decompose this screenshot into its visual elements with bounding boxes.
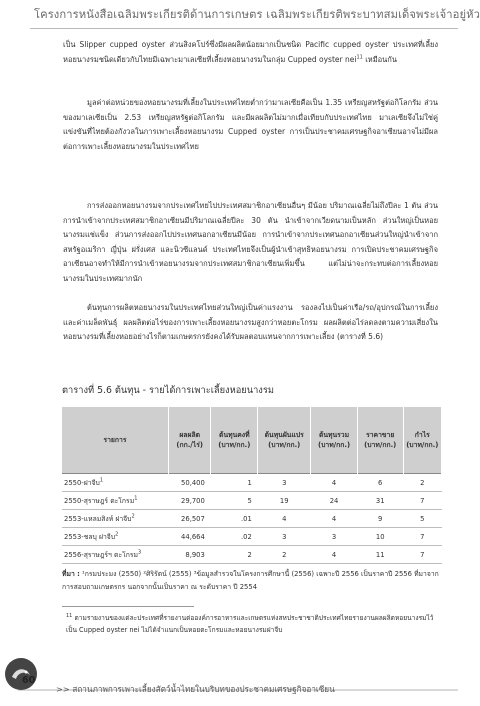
header-variable-cost: ต้นทุนผันแปร (บาท/กก.)	[258, 407, 311, 474]
cell-price: 31	[357, 492, 403, 510]
header-divider	[30, 28, 458, 29]
cell-fixed-cost: .01	[211, 510, 258, 528]
row-label: 2550-ฝาจีบ$^1$	[62, 474, 169, 492]
cell-yield: 50,400	[169, 474, 211, 492]
cell-fixed-cost: .02	[211, 528, 258, 546]
header-yield: ผลผลิต (กก./ไร่)	[169, 407, 211, 474]
cell-fixed-cost: 1	[211, 474, 258, 492]
row-label: 2553-แหลมสิงห์ ฝาจีบ$^2$	[62, 510, 169, 528]
row-label: 2553-ชลบุ ฝาจีบ$^2$	[62, 528, 169, 546]
footnote	[66, 613, 438, 636]
footnote-divider	[62, 606, 194, 607]
cell-price: 6	[357, 474, 403, 492]
page-header	[0, 0, 480, 34]
paragraph-4: ต้นทุนการผลิตหอยนางรมในประเทศไทยส่วนใหญ่เป็นค่าแรงงาน รองลงไปเป็นค่าเรือ/รถ/อุปกรณ์ในการเลี้ยงและค่าเมล็ดพันธุ์ ผลผลิตต่อไร่ของการเพาะเลี้ยงหอยนางรมสูงกว่าหอยตะโกรม ผลผลิตต่อไร่ลดลงตามความเสี่ยงในหอยนางรมที่เลี้ยงหอยอย่างไรก็ตามเกษตรกรยังคงได้รับผลตอบแทนจากการเพาะเลี้ยง (ตารางที่ 5.6)	[63, 303, 438, 342]
paragraph-1-tail: เหมือนกัน	[365, 54, 397, 64]
table-source-note	[62, 568, 442, 593]
paragraph-1	[63, 38, 438, 67]
table-row	[62, 510, 442, 528]
cell-price: 10	[357, 528, 403, 546]
cell-yield: 8,903	[169, 546, 211, 564]
paragraph-2: มูลค่าต่อหน่วยของหอยนางรมที่เลี้ยงในประเทศไทยต่ำกว่ามาเลเซียคือเป็น 1.35 เหรียญสหรัฐต่อกิโลกรัม ส่วนของมาเลเซียเป็น 2.53 เหรียญสหรัฐต่อกิโลกรัม และมีผลผลิตไม่มากเมื่อเทียบกับประเทศไทย มาเลเซียจึงไม่ใช่คู่แข่งขันที่ไทยต้องกังวลในการเพาะเลี้ยงหอยนางรม Cupped oyster การเป็นประชาคมเศรษฐกิจอาเซียนอาจไม่มีผลต่อการเพาะเลี้ยงหอยนางรมในประเทศไทย	[63, 98, 438, 151]
footnote-marker: 11	[66, 612, 73, 619]
header-fixed-cost: ต้นทุนคงที่ (บาท/กก.)	[211, 407, 258, 474]
source-label: ที่มา :	[62, 570, 80, 578]
source-text: ¹กรมประมง (2550) ²ศิริรัตน์ (2555) ³ข้อมูลสำรวจในโครงการศึกษานี้ (2556) เฉพาะปี 2556 เป็นราคาปี 2556 ที่มาจากการสอบถามเกษตรกร นอกจากนั้นเป็นราคา ณ ระดับราคา ปี 2554	[62, 570, 439, 591]
cell-total-cost: 3	[311, 528, 358, 546]
header-total-cost: ต้นทุนรวม (บาท/กก.)	[311, 407, 358, 474]
header-profit: กำไร (บาท/กก.)	[403, 407, 441, 474]
cell-variable-cost: 3	[258, 528, 311, 546]
cell-variable-cost: 3	[258, 474, 311, 492]
row-label: 2556-สุราษฎร์ฯ ตะโกรม$^3$	[62, 546, 169, 564]
cell-profit: 2	[403, 474, 441, 492]
header-title: โครงการหนังสือเฉลิมพระเกียรติด้านการเกษตร เฉลิมพระเกียรติพระบาทสมเด็จพระเจ้าอยู่หัว	[34, 8, 480, 21]
table-row	[62, 546, 442, 564]
cell-total-cost: 4	[311, 474, 358, 492]
row-label: 2550-สุราษฎร์ ตะโกรม$^1$	[62, 492, 169, 510]
cell-profit: 7	[403, 528, 441, 546]
cell-yield: 26,507	[169, 510, 211, 528]
page-number: 60	[22, 675, 36, 686]
cell-total-cost: 4	[311, 510, 358, 528]
cell-yield: 29,700	[169, 492, 211, 510]
table-row	[62, 528, 442, 546]
cell-total-cost: 4	[311, 546, 358, 564]
table-row	[62, 474, 442, 492]
table-row	[62, 492, 442, 510]
header-price: ราคาขาย (บาท/กก.)	[357, 407, 403, 474]
cell-price: 9	[357, 510, 403, 528]
cell-price: 11	[357, 546, 403, 564]
table-header-row	[62, 407, 442, 474]
table-title: ตารางที่ 5.6 ต้นทุน - รายได้การเพาะเลี้ยงหอยนางรม	[62, 385, 274, 396]
cost-revenue-table	[62, 407, 442, 564]
cell-fixed-cost: 5	[211, 492, 258, 510]
cell-profit: 7	[403, 492, 441, 510]
cell-profit: 5	[403, 510, 441, 528]
cell-variable-cost: 19	[258, 492, 311, 510]
footer-text: >> สถานภาพการเพาะเลี้ยงสัตว์น้ำไทยในบริบทของประชาคมเศรษฐกิจอาเซียน	[56, 684, 335, 694]
cell-variable-cost: 2	[258, 546, 311, 564]
cell-variable-cost: 4	[258, 510, 311, 528]
paragraph-1-text: เป็น Slipper cupped oyster ส่วนสิงคโปร์ซึ่งมีผลผลิตน้อยมากเป็นชนิด Pacific cupped oyster ประเทศที่เลี้ยงหอยนางรมชนิดเดียวกับไทยมีเฉพาะมาเลเซียที่เลี้ยงหอยนางรมในกลุ่ม Cupped oyster nei	[63, 40, 438, 64]
footnote-ref: 11	[356, 54, 363, 61]
footnote-text: ตามรายงานของแต่ละประเทศที่รายงานต่อองค์การอาหารและเกษตรแห่งสหประชาชาติประเทศไทยรายงานผลผลิตหอยนางรมไว้เป็น Cupped oyster nei ไม่ได้จำแนกเป็นหอยตะโกรมและหอยนางรมฝาจีบ	[66, 614, 434, 634]
cell-profit: 7	[403, 546, 441, 564]
header-item: รายการ	[62, 407, 169, 474]
cell-yield: 44,664	[169, 528, 211, 546]
cell-fixed-cost: 2	[211, 546, 258, 564]
cell-total-cost: 24	[311, 492, 358, 510]
paragraph-3: การส่งออกหอยนางรมจากประเทศไทยไปประเทศสมาชิกอาเซียนอื่นๆ มีน้อย ปริมาณเฉลี่ยไม่ถึงปีละ 1 ตัน ส่วนการนำเข้าจากประเทศสมาชิกอาเซียนมีปริมาณเฉลี่ยปีละ 30 ตัน นำเข้าจากเวียดนามเป็นหลัก ส่วนใหญ่เป็นหอยนางรมแช่แข็ง ส่วนการส่งออกไปประเทศนอกอาเซียนมีน้อย การนำเข้าจากประเทศนอกอาเซียนส่วนใหญ่นำเข้าจากสหรัฐอเมริกา ญี่ปุ่น ฝรั่งเศส และนิวซีแลนด์ ประเทศไทยจึงเป็นผู้นำเข้าสุทธิหอยนางรม การเปิดประชาคมเศรษฐกิจอาเซียนอาจทำให้มีการนำเข้าหอยนางรมจากประเทศสมาชิกอาเซียนเพิ่มขึ้น แต่ไม่น่าจะกระทบต่อการเลี้ยงหอยนางรมในประเทศมากนัก	[63, 201, 438, 283]
